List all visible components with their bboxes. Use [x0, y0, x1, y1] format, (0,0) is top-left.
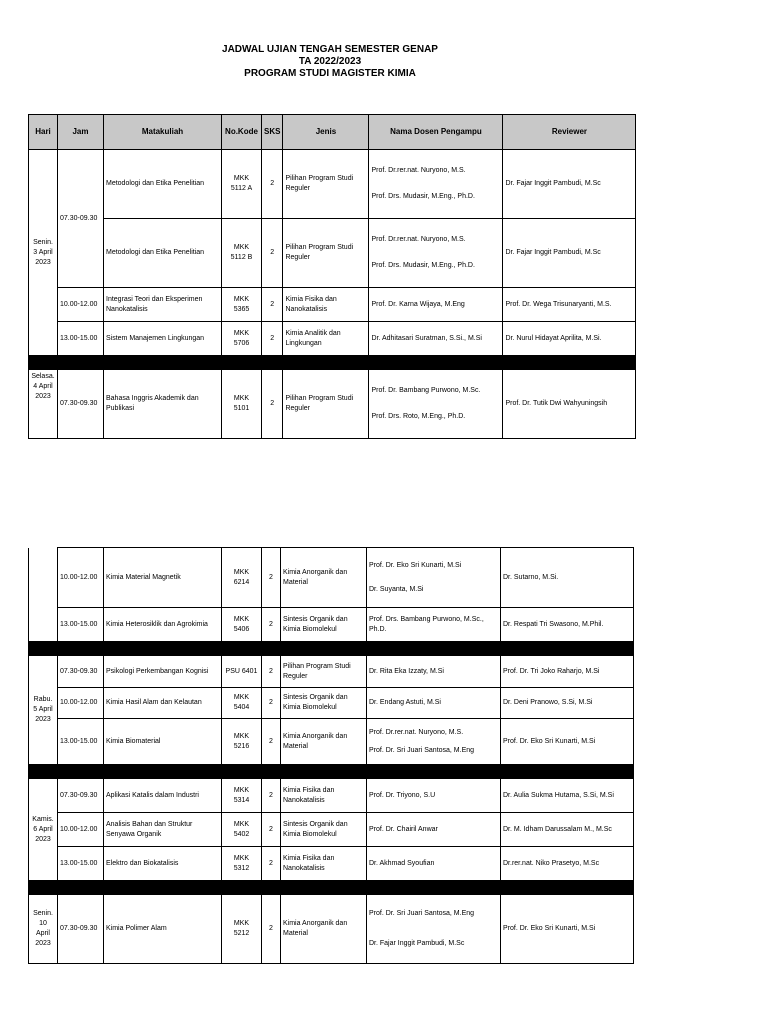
kode-cell: MKK 5706: [222, 322, 262, 356]
table-row: [29, 219, 636, 288]
kode-cell: MKK 5402: [222, 813, 262, 847]
jenis-cell: Pilihan Program Studi Reguler: [281, 656, 367, 688]
dosen-cell: Prof. Drs. Bambang Purwono, M.Sc., Ph.D.: [367, 608, 501, 642]
day-cell: Rabu. 5 April 2023: [29, 656, 58, 765]
kode-cell: MKK 5406: [222, 608, 262, 642]
dosen-2: Dr. Suyanta, M.Si: [369, 585, 424, 593]
dosen-cell: Prof. Dr. Chairil Anwar: [367, 813, 501, 847]
kode-cell: MKK 5312: [222, 847, 262, 881]
header-kode: No.Kode: [222, 115, 262, 150]
jenis-cell: Sintesis Organik dan Kimia Biomolekul: [281, 608, 367, 642]
table-row: [29, 813, 634, 847]
dosen-cell: [367, 719, 501, 765]
kode-cell: MKK 5216: [222, 719, 262, 765]
table-row: [29, 847, 634, 881]
table-row: [29, 370, 636, 439]
reviewer-cell: Dr. Fajar Inggit Pambudi, M.Sc: [503, 219, 636, 288]
table-row: [29, 150, 636, 219]
header-reviewer: Reviewer: [503, 115, 636, 150]
dosen-1: Prof. Dr.rer.nat. Nuryono, M.S.: [371, 167, 466, 174]
table-row: [29, 895, 634, 964]
jam-cell: 13.00-15.00: [58, 719, 104, 765]
kode-cell: MKK 5314: [222, 779, 262, 813]
matakuliah-cell: Aplikasi Katalis dalam Industri: [104, 779, 222, 813]
jenis-cell: Kimia Analitik dan Lingkungan: [283, 322, 369, 356]
jam-cell: 07.30-09.30: [58, 370, 104, 439]
sks-cell: 2: [262, 150, 283, 219]
jenis-cell: Kimia Anorganik dan Material: [281, 719, 367, 765]
title-line-2: TA 2022/2023: [298, 56, 362, 67]
matakuliah-cell: Metodologi dan Etika Penelitian: [104, 150, 222, 219]
day-cell-continued: [29, 548, 58, 642]
reviewer-cell: Prof. Dr. Wega Trisunaryanti, M.S.: [503, 288, 636, 322]
kode-cell: MKK 5112 A: [222, 150, 262, 219]
header-jam: Jam: [58, 115, 104, 150]
dosen-1: Prof. Dr. Bambang Purwono, M.Sc.: [371, 387, 481, 394]
header-jenis: Jenis: [283, 115, 369, 150]
table-row: [29, 779, 634, 813]
schedule-table-1: [28, 114, 636, 439]
jenis-cell: Pilihan Program Studi Reguler: [283, 370, 369, 439]
table-row: [29, 608, 634, 642]
jenis-cell: Kimia Fisika dan Nanokatalisis: [283, 288, 369, 322]
day-separator: [29, 356, 636, 370]
table-row: [29, 656, 634, 688]
dosen-2: Prof. Drs. Mudasir, M.Eng., Ph.D.: [371, 193, 475, 200]
dosen-cell: Dr. Akhmad Syoufian: [367, 847, 501, 881]
kode-cell: MKK 5112 B: [222, 219, 262, 288]
header-matakuliah: Matakuliah: [104, 115, 222, 150]
dosen-2: Prof. Drs. Mudasir, M.Eng., Ph.D.: [371, 262, 475, 269]
jenis-cell: Kimia Anorganik dan Material: [281, 548, 367, 608]
dosen-cell: Dr. Adhitasari Suratman, S.Si., M.Si: [369, 322, 503, 356]
jam-cell: 10.00-12.00: [58, 813, 104, 847]
sks-cell: 2: [262, 779, 281, 813]
table-row: [29, 719, 634, 765]
jenis-cell: Sintesis Organik dan Kimia Biomolekul: [281, 813, 367, 847]
sks-cell: 2: [262, 548, 281, 608]
reviewer-cell: Dr. Deni Pranowo, S.Si, M.Si: [501, 688, 634, 719]
sks-cell: 2: [262, 688, 281, 719]
dosen-1: Prof. Dr. Sri Juari Santosa, M.Eng: [369, 910, 475, 917]
dosen-cell: [369, 219, 503, 288]
kode-cell: MKK 5212: [222, 895, 262, 964]
matakuliah-cell: Kimia Hasil Alam dan Kelautan: [104, 688, 222, 719]
dosen-cell: [367, 895, 501, 964]
day-cell: Kamis. 6 April 2023: [29, 779, 58, 881]
dosen-2: Dr. Fajar Inggit Pambudi, M.Sc: [369, 940, 465, 947]
jam-cell: 10.00-12.00: [58, 288, 104, 322]
jenis-cell: Pilihan Program Studi Reguler: [283, 150, 369, 219]
header-dosen: Nama Dosen Pengampu: [369, 115, 503, 150]
matakuliah-cell: Kimia Polimer Alam: [104, 895, 222, 964]
jam-cell: 13.00-15.00: [58, 847, 104, 881]
jam-cell: 10.00-12.00: [58, 548, 104, 608]
jam-cell: 07.30-09.30: [58, 150, 104, 288]
jam-cell: 07.30-09.30: [58, 656, 104, 688]
reviewer-cell: Dr. Nurul Hidayat Aprilita, M.Si.: [503, 322, 636, 356]
kode-cell: MKK 6214: [222, 548, 262, 608]
dosen-2: Prof. Drs. Roto, M.Eng., Ph.D.: [371, 413, 466, 420]
jam-cell: 13.00-15.00: [58, 322, 104, 356]
matakuliah-cell: Psikologi Perkembangan Kognisi: [104, 656, 222, 688]
matakuliah-cell: Kimia Biomaterial: [104, 719, 222, 765]
matakuliah-cell: Integrasi Teori dan Eksperimen Nanokatalisis: [104, 288, 222, 322]
dosen-cell: [369, 370, 503, 439]
jam-cell: 13.00-15.00: [58, 608, 104, 642]
matakuliah-cell: Kimia Heterosiklik dan Agrokimia: [104, 608, 222, 642]
reviewer-cell: Prof. Dr. Eko Sri Kunarti, M.Si: [501, 895, 634, 964]
matakuliah-cell: Elektro dan Biokatalisis: [104, 847, 222, 881]
dosen-cell: [367, 548, 501, 608]
reviewer-cell: Dr.rer.nat. Niko Prasetyo, M.Sc: [501, 847, 634, 881]
matakuliah-cell: Analisis Bahan dan Struktur Senyawa Organik: [104, 813, 222, 847]
matakuliah-cell: Kimia Material Magnetik: [104, 548, 222, 608]
dosen-1: Prof. Dr.rer.nat. Nuryono, M.S.: [369, 728, 464, 736]
reviewer-cell: Prof. Dr. Tri Joko Raharjo, M.Si: [501, 656, 634, 688]
document-title: [0, 44, 660, 80]
jenis-cell: Kimia Fisika dan Nanokatalisis: [281, 847, 367, 881]
sks-cell: 2: [262, 370, 283, 439]
day-separator: [29, 642, 634, 656]
sks-cell: 2: [262, 288, 283, 322]
dosen-cell: Prof. Dr. Karna Wijaya, M.Eng: [369, 288, 503, 322]
reviewer-cell: Dr. Fajar Inggit Pambudi, M.Sc: [503, 150, 636, 219]
header-sks: SKS: [262, 115, 283, 150]
reviewer-cell: Dr. Respati Tri Swasono, M.Phil.: [501, 608, 634, 642]
sks-cell: 2: [262, 719, 281, 765]
dosen-cell: Dr. Endang Astuti, M.Si: [367, 688, 501, 719]
day-separator: [29, 881, 634, 895]
dosen-cell: Prof. Dr. Triyono, S.U: [367, 779, 501, 813]
kode-cell: MKK 5101: [222, 370, 262, 439]
sks-cell: 2: [262, 608, 281, 642]
dosen-1: Prof. Dr. Eko Sri Kunarti, M.Si: [369, 561, 462, 569]
reviewer-cell: Dr. Aulia Sukma Hutama, S.Si, M.Si: [501, 779, 634, 813]
dosen-2: Prof. Dr. Sri Juari Santosa, M.Eng: [369, 746, 475, 754]
table-row: [29, 548, 634, 608]
day-separator: [29, 765, 634, 779]
title-line-3: PROGRAM STUDI MAGISTER KIMIA: [244, 68, 416, 79]
header-hari: Hari: [29, 115, 58, 150]
matakuliah-cell: Metodologi dan Etika Penelitian: [104, 219, 222, 288]
sks-cell: 2: [262, 219, 283, 288]
sks-cell: 2: [262, 895, 281, 964]
kode-cell: PSU 6401: [222, 656, 262, 688]
matakuliah-cell: Bahasa Inggris Akademik dan Publikasi: [104, 370, 222, 439]
dosen-cell: [369, 150, 503, 219]
jam-cell: 10.00-12.00: [58, 688, 104, 719]
reviewer-cell: Dr. M. Idham Darussalam M., M.Sc: [501, 813, 634, 847]
sks-cell: 2: [262, 813, 281, 847]
jenis-cell: Sintesis Organik dan Kimia Biomolekul: [281, 688, 367, 719]
jenis-cell: Pilihan Program Studi Reguler: [283, 219, 369, 288]
jam-cell: 07.30-09.30: [58, 779, 104, 813]
title-line-1: JADWAL UJIAN TENGAH SEMESTER GENAP: [222, 44, 438, 55]
jam-cell: 07.30-09.30: [58, 895, 104, 964]
dosen-cell: Dr. Rita Eka Izzaty, M.Si: [367, 656, 501, 688]
day-cell: Senin. 10 April 2023: [29, 895, 58, 964]
reviewer-cell: Dr. Sutarno, M.Si.: [501, 548, 634, 608]
kode-cell: MKK 5404: [222, 688, 262, 719]
reviewer-cell: Prof. Dr. Tutik Dwi Wahyuningsih: [503, 370, 636, 439]
kode-cell: MKK 5365: [222, 288, 262, 322]
sks-cell: 2: [262, 847, 281, 881]
jenis-cell: Kimia Anorganik dan Material: [281, 895, 367, 964]
jenis-cell: Kimia Fisika dan Nanokatalisis: [281, 779, 367, 813]
header-row: [29, 115, 636, 150]
table-row: [29, 288, 636, 322]
dosen-1: Prof. Dr.rer.nat. Nuryono, M.S.: [371, 236, 466, 243]
sks-cell: 2: [262, 656, 281, 688]
reviewer-cell: Prof. Dr. Eko Sri Kunarti, M.Si: [501, 719, 634, 765]
day-cell: Senin. 3 April 2023: [29, 150, 58, 356]
schedule-table-2: [28, 547, 634, 964]
matakuliah-cell: Sistem Manajemen Lingkungan: [104, 322, 222, 356]
day-cell: Selasa. 4 April 2023: [29, 370, 58, 439]
table-row: [29, 688, 634, 719]
table-row: [29, 322, 636, 356]
sks-cell: 2: [262, 322, 283, 356]
